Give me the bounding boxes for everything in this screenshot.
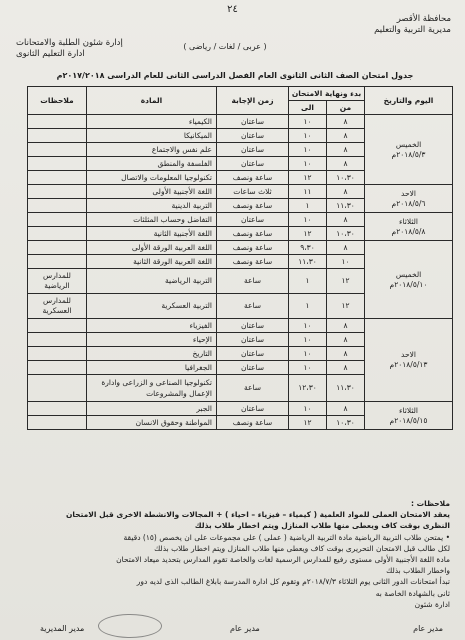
day-name: الخميس <box>395 269 422 279</box>
exam-date: ٢٠١٨/٥/٦م <box>391 198 426 208</box>
start-time-cell: ٨ <box>327 129 365 143</box>
duration-cell: ساعة ونصف <box>217 255 289 269</box>
exam-date: ٢٠١٨/٥/١٠م <box>389 279 428 289</box>
header-exam-time: بدء ونهاية الامتحان <box>289 87 365 101</box>
duration-cell: ساعتان <box>217 347 289 361</box>
note-line: لكل طالب قبل الامتحان التحريرى بوقت كاف ويعطى منها طلاب المنازل ويتم اخطار طلاب بذلك <box>154 543 450 553</box>
start-time-cell: ١٢ <box>327 294 365 319</box>
start-time-cell: ٨ <box>327 241 365 255</box>
end-time-cell: ١٢ <box>289 416 327 430</box>
start-time-cell: ٨ <box>327 213 365 227</box>
end-time-cell: ١٢ <box>289 171 327 185</box>
duration-cell: ساعتان <box>217 129 289 143</box>
header-to: الى <box>289 101 327 115</box>
duration-cell: ساعة ونصف <box>217 241 289 255</box>
note-cell <box>28 375 87 402</box>
note-line: ادارة شئون <box>414 599 450 609</box>
subject-cell: التربية العسكرية <box>87 294 217 319</box>
signature-general-director-1: مدير عام <box>413 624 443 633</box>
note-cell <box>28 361 87 375</box>
day-name: الاحد <box>401 188 416 198</box>
note-cell <box>28 185 87 199</box>
end-time-cell: ١٢،٣٠ <box>289 375 327 402</box>
note-cell: للمدارس الرياضية <box>28 269 87 294</box>
duration-cell: ساعتان <box>217 157 289 171</box>
table-body <box>28 115 453 430</box>
end-time-cell: ١ <box>289 269 327 294</box>
note-cell <box>28 416 87 430</box>
header-subject: المادة <box>87 87 217 115</box>
end-time-cell: ١٠ <box>289 333 327 347</box>
subject-cell: الميكانيكا <box>87 129 217 143</box>
duration-cell: ساعة <box>217 269 289 294</box>
start-time-cell: ٨ <box>327 361 365 375</box>
start-time-cell: ٨ <box>327 347 365 361</box>
table-header-row <box>28 87 453 101</box>
table-row <box>28 402 453 416</box>
end-time-cell: ١٠ <box>289 402 327 416</box>
note-line: • يمتحن طلاب التربية الرياضية مادة التربية الرياضية ( عملى ) على مجموعات على ان يخصص (١٥) دقيقة <box>123 532 450 542</box>
day-name: الثلاثاء <box>398 216 418 226</box>
note-cell <box>28 319 87 333</box>
day-date-cell <box>365 213 453 241</box>
school-types: ( عربى / لغات / رياضى ) <box>183 42 267 51</box>
subject-cell: الكيمياء <box>87 115 217 129</box>
exam-date: ٢٠١٨/٥/١٣م <box>389 360 428 369</box>
note-cell <box>28 255 87 269</box>
duration-cell: ساعتان <box>217 319 289 333</box>
exam-date: ٢٠١٨/٥/٨م <box>391 226 426 236</box>
subject-cell: الجغرافيا <box>87 361 217 375</box>
note-line: يعقد الامتحان العملى للمواد العلمية ( كيمياء – فيزياء – احياء ) + المجالات والانشطة الاخرى قبل الامتحان <box>65 510 450 520</box>
table-row <box>28 185 453 199</box>
note-cell <box>28 241 87 255</box>
note-cell <box>28 227 87 241</box>
start-time-cell: ١١،٣٠ <box>327 375 365 402</box>
duration-cell: ساعتان <box>217 115 289 129</box>
note-cell <box>28 333 87 347</box>
start-time-cell: ٨ <box>327 319 365 333</box>
end-time-cell: ١٠ <box>289 129 327 143</box>
duration-cell: ساعة ونصف <box>217 416 289 430</box>
end-time-cell: ١ <box>289 294 327 319</box>
subject-cell: علم نفس والاجتماع <box>87 143 217 157</box>
day-name: الثلاثاء <box>398 405 418 415</box>
end-time-cell: ١٠ <box>289 115 327 129</box>
header-notes: ملاحظات <box>28 87 87 115</box>
note-line: تبدأ امتحانات الدور الثانى يوم الثلاثاء ٢٠١٨/٧/٣م وتقوم كل ادارة المدرسة بابلاغ الطالب الذى لديه دور <box>136 577 450 587</box>
end-time-cell: ١ <box>289 199 327 213</box>
subject-cell: اللغة الأجنبية الأولى <box>87 185 217 199</box>
day-name: الاحد <box>401 350 416 359</box>
schedule-title: جدول امتحان الصف الثانى الثانوى العام الفصل الدراسى الثانى للعام الدراسى ٢٠١٧/٢٠١٨م <box>56 71 414 80</box>
subject-cell: الإحياء <box>87 333 217 347</box>
day-date-cell <box>365 319 453 402</box>
subject-cell: تكنولوجيا الصناعى و الزراعى وادارة الإعمال والمشروعات <box>87 375 217 402</box>
admin-students-affairs: إدارة شئون الطلبة والامتحانات <box>16 38 123 48</box>
signature-general-director-2: مدير عام <box>230 624 260 633</box>
end-time-cell: ٩،٣٠ <box>289 241 327 255</box>
admin-secondary-education: ادارة التعليم الثانوى <box>16 49 85 59</box>
subject-cell: التربية الرياضية <box>87 269 217 294</box>
duration-cell: ساعتان <box>217 361 289 375</box>
end-time-cell: ١٢ <box>289 227 327 241</box>
page-number: ٢٤ <box>227 4 238 15</box>
table-row <box>28 213 453 227</box>
note-line: النظرى بوقت كاف ويعطى منها طلاب المنازل ويتم اخطار طلاب بذلك <box>194 521 450 531</box>
directorate-name: مديرية التربية والتعليم <box>374 25 451 35</box>
end-time-cell: ١٠ <box>289 157 327 171</box>
subject-cell: الفيزياء <box>87 319 217 333</box>
subject-cell: تكنولوجيا المعلومات والاتصال <box>87 171 217 185</box>
table-row <box>28 319 453 333</box>
table-row <box>28 115 453 129</box>
start-time-cell: ٨ <box>327 333 365 347</box>
note-cell <box>28 402 87 416</box>
note-cell <box>28 129 87 143</box>
day-date-cell <box>365 241 453 319</box>
note-cell <box>28 143 87 157</box>
duration-cell: ساعة <box>217 294 289 319</box>
subject-cell: الجبر <box>87 402 217 416</box>
exam-date: ٢٠١٨/٥/١٥م <box>389 415 428 425</box>
note-cell <box>28 171 87 185</box>
start-time-cell: ٨ <box>327 115 365 129</box>
note-cell <box>28 213 87 227</box>
day-date-cell <box>365 115 453 185</box>
note-cell <box>28 347 87 361</box>
start-time-cell: ٨ <box>327 185 365 199</box>
start-time-cell: ١٠،٣٠ <box>327 227 365 241</box>
start-time-cell: ١٢ <box>327 269 365 294</box>
header-governorate <box>271 14 451 36</box>
subject-cell: اللغة العربية الورقة الأولى <box>87 241 217 255</box>
end-time-cell: ١٠ <box>289 319 327 333</box>
note-cell <box>28 157 87 171</box>
exam-date: ٢٠١٨/٥/٣م <box>391 149 426 159</box>
header-day-date: اليوم والتاريخ <box>365 87 453 115</box>
subject-cell: الفلسفة والمنطق <box>87 157 217 171</box>
notes-section <box>22 498 450 610</box>
header-duration: زمن الإجابة <box>217 87 289 115</box>
subject-cell: التربية الدينية <box>87 199 217 213</box>
subject-cell: اللغة العربية الورقة الثانية <box>87 255 217 269</box>
duration-cell: ساعتان <box>217 333 289 347</box>
duration-cell: ساعتان <box>217 402 289 416</box>
end-time-cell: ١٠ <box>289 361 327 375</box>
duration-cell: ساعتان <box>217 143 289 157</box>
start-time-cell: ١٠،٣٠ <box>327 171 365 185</box>
end-time-cell: ١٠ <box>289 213 327 227</box>
end-time-cell: ١١ <box>289 185 327 199</box>
exam-schedule-table <box>27 86 453 430</box>
subject-cell: التاريخ <box>87 347 217 361</box>
duration-cell: ثلاث ساعات <box>217 185 289 199</box>
subject-cell: التفاضل وحساب المثلثات <box>87 213 217 227</box>
day-date-cell <box>365 185 453 213</box>
duration-cell: ساعة <box>217 375 289 402</box>
duration-cell: ساعتان <box>217 213 289 227</box>
subject-cell: اللغة الأجنبية الثانية <box>87 227 217 241</box>
start-time-cell: ١١،٣٠ <box>327 199 365 213</box>
duration-cell: ساعة ونصف <box>217 227 289 241</box>
signature-directorate-head: مدير المديرية <box>40 624 85 633</box>
governorate-name: محافظة الأقصر <box>396 14 451 24</box>
day-name: الخميس <box>395 139 422 149</box>
official-stamp <box>98 614 162 638</box>
end-time-cell: ١١،٣٠ <box>289 255 327 269</box>
start-time-cell: ٨ <box>327 402 365 416</box>
note-line: مادة اللغة الأجنبية الأولى مستوى رفيع للمدارس الرسمية لغات والخاصة تقوم المدارس بتحديد ميعاد الامتحان <box>116 555 450 565</box>
table-row <box>28 241 453 255</box>
note-cell <box>28 115 87 129</box>
note-line: واخطار الطلاب بذلك <box>386 566 450 576</box>
end-time-cell: ١٠ <box>289 143 327 157</box>
notes-heading: ملاحظات : <box>410 499 450 508</box>
duration-cell: ساعة ونصف <box>217 171 289 185</box>
note-line: ثانى بالشهادة الخاصة به <box>375 588 450 598</box>
note-cell <box>28 199 87 213</box>
start-time-cell: ٨ <box>327 157 365 171</box>
start-time-cell: ١٠،٣٠ <box>327 416 365 430</box>
end-time-cell: ١٠ <box>289 347 327 361</box>
note-cell: للمدارس العسكرية <box>28 294 87 319</box>
start-time-cell: ٨ <box>327 143 365 157</box>
subject-cell: المواطنة وحقوق الانسان <box>87 416 217 430</box>
header-from: من <box>327 101 365 115</box>
day-date-cell <box>365 402 453 430</box>
start-time-cell: ١٠ <box>327 255 365 269</box>
duration-cell: ساعة ونصف <box>217 199 289 213</box>
